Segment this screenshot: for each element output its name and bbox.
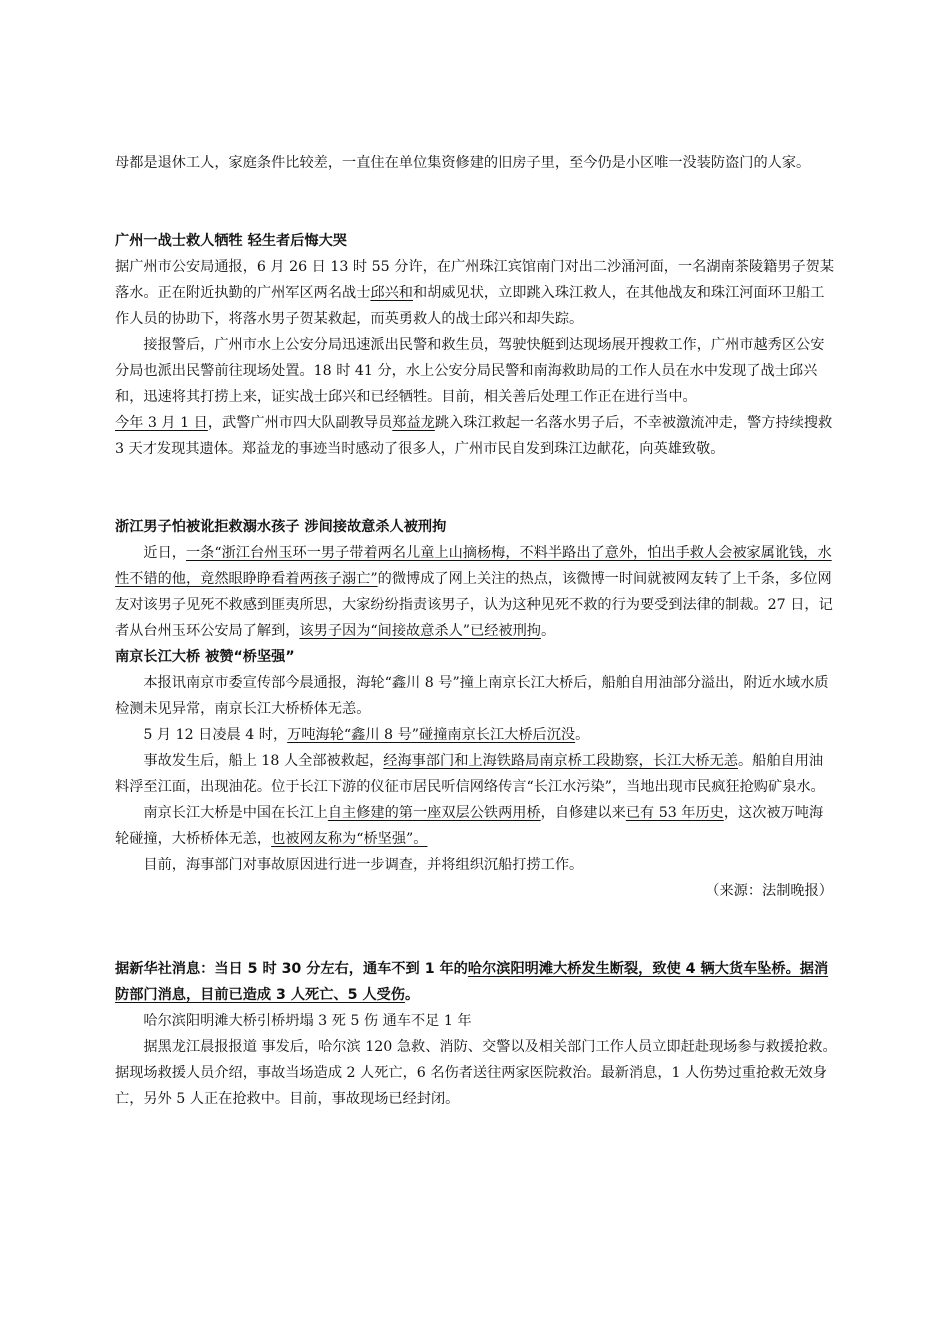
underlined-text: 也被网友称为“桥坚强”。: [271, 831, 428, 847]
underlined-quote: 一条“浙江台州玉环一男子带着两名儿童上山摘杨梅，不料半路出了意外，怕出手救人会被家属讹钱，水性不错的他，竟然眼睁睁看着两孩子溺亡”: [115, 545, 832, 587]
text-run: 和胡威见状，立即跳入珠江救人，在其他战友和珠江河面环卫船工作人员的协助下，将落水男子贺某救起，而英勇救人的战士邱兴和却失踪。: [115, 285, 825, 327]
article1-title: 广州一战士救人牺牲 轻生者后悔大哭: [115, 233, 347, 249]
text-run: 跳入珠江救起一名落水男子后，不幸被激流冲走，警方持续搜救 3 天才发现其遗体。郑益龙的事迹当时感动了很多人，广州市民自发到珠江边献花，向英雄致敬。: [115, 415, 833, 457]
article3-paragraph-4: [115, 800, 837, 852]
underlined-text: 已有 53 年历史: [625, 805, 724, 821]
text-run: 的微博成了网上关注的热点，该微博一时间就被网友转了上千条，多位网友对该男子见死不救感到匪夷所思，大家纷纷指责该男子，认为这种见死不救的行为要受到法律的制裁。27 日，记者从台州玉环公安局了解到，: [115, 571, 833, 639]
document-page: [115, 150, 837, 1112]
source-credit: （来源：法制晚报）: [705, 883, 833, 899]
text-run: ，自修建以来: [540, 805, 626, 821]
article4-paragraph-1: 据黑龙江晨报报道 事发后，哈尔滨 120 急救、消防、交警以及相关部门工作人员立即赶赴现场参与救援抢救。据现场救援人员介绍，事故当场造成 2 人死亡，6 名伤者送往两家医院救治。最新消息，1 人伤势过重抢救无效身亡，另外 5 人正在抢救中。目前，事故现场已经封闭。: [115, 1039, 837, 1107]
underlined-date: 今年 3 月 1 日: [115, 415, 208, 431]
text-run: ，这次被万吨海轮碰撞，大桥桥体无恙，: [115, 805, 824, 847]
underlined-text: 自主修建的第一座双层公铁两用桥: [327, 805, 541, 821]
underlined-name: 郑益龙: [392, 415, 435, 431]
underlined-text: 万吨海轮“鑫川 8 号”碰撞南京长江大桥后沉没: [287, 727, 576, 743]
article3-paragraph-1: 本报讯南京市委宣传部今晨通报，海轮“鑫川 8 号”撞上南京长江大桥后，船舶自用油部分溢出，附近水域水质检测未见异常，南京长江大桥桥体无恙。: [115, 675, 829, 717]
article2-paragraph-1: [115, 540, 837, 644]
article3-paragraph-3: [115, 748, 837, 800]
article4-subtitle: 哈尔滨阳明滩大桥引桥坍塌 3 死 5 伤 通车不足 1 年: [143, 1013, 472, 1029]
article3-paragraph-5: 目前，海事部门对事故原因进行进一步调查，并将组织沉船打捞工作。: [143, 857, 584, 873]
underlined-text: 该男子因为“间接故意杀人”已经被刑拘: [299, 623, 541, 639]
underlined-name: 邱兴和: [370, 285, 413, 301]
article3-title: 南京长江大桥 被赞“桥坚强”: [115, 649, 295, 665]
underlined-text: 经海事部门和上海铁路局南京桥工段勘察，长江大桥无恙: [383, 753, 738, 769]
text-run: 。: [575, 727, 590, 743]
article3-paragraph-2: [115, 722, 837, 748]
spacer: [115, 904, 837, 956]
text-run: 。船舶自用油料浮至江面，出现油花。位于长江下游的仪征市居民听信网络传言“长江水污染”，当地出现市民疯狂抢购矿泉水。: [115, 753, 825, 795]
text-run: 。: [404, 987, 420, 1003]
text-run: 5 月 12 日凌晨 4 时，: [143, 727, 288, 743]
text-run: 据新华社消息：当日 5 时 30 分左右，通车不到 1 年的: [115, 961, 468, 977]
article2-title: 浙江男子怕被讹拒救溺水孩子 涉间接故意杀人被刑拘: [115, 519, 447, 535]
spacer: [115, 462, 837, 514]
article1-paragraph-3: [115, 410, 837, 462]
text-run: 据广州市公安局通报，6 月 26 日 13 时 55 分许，在广州珠江宾馆南门对出二沙涌河面，一名湖南茶陵籍男子贺某落水。正在附近执勤的广州军区两名战士: [115, 259, 835, 301]
underlined-text: 哈尔滨阳明滩大桥发生断裂，致使 4 辆大货车坠桥。据消防部门消息，目前已造成 3 人死亡、5 人受伤: [115, 961, 829, 1003]
text-run: 南京长江大桥是中国在长江上: [143, 805, 328, 821]
spacer: [115, 176, 837, 228]
article1-paragraph-2: 接报警后，广州市水上公安分局迅速派出民警和救生员，驾驶快艇到达现场展开搜救工作，广州市越秀区公安分局也派出民警前往现场处置。18 时 41 分，水上公安分局民警和南海救助局的工作人员在水中发现了战士邱兴和，迅速将其打捞上来，证实战士邱兴和已经牺牲。目前，相关善后处理工作正在进行当中。: [115, 337, 825, 405]
text-run: 近日，: [143, 545, 186, 561]
article4-lead: [115, 956, 837, 1008]
text-run: ，武警广州市四大队副教导员: [207, 415, 393, 431]
article1-paragraph-1: [115, 254, 837, 332]
intro-paragraph: 母都是退休工人，家庭条件比较差，一直住在单位集资修建的旧房子里，至今仍是小区唯一没装防盗门的人家。: [115, 155, 811, 171]
text-run: 事故发生后，船上 18 人全部被救起，: [143, 753, 384, 769]
text-run: 。: [540, 623, 556, 639]
